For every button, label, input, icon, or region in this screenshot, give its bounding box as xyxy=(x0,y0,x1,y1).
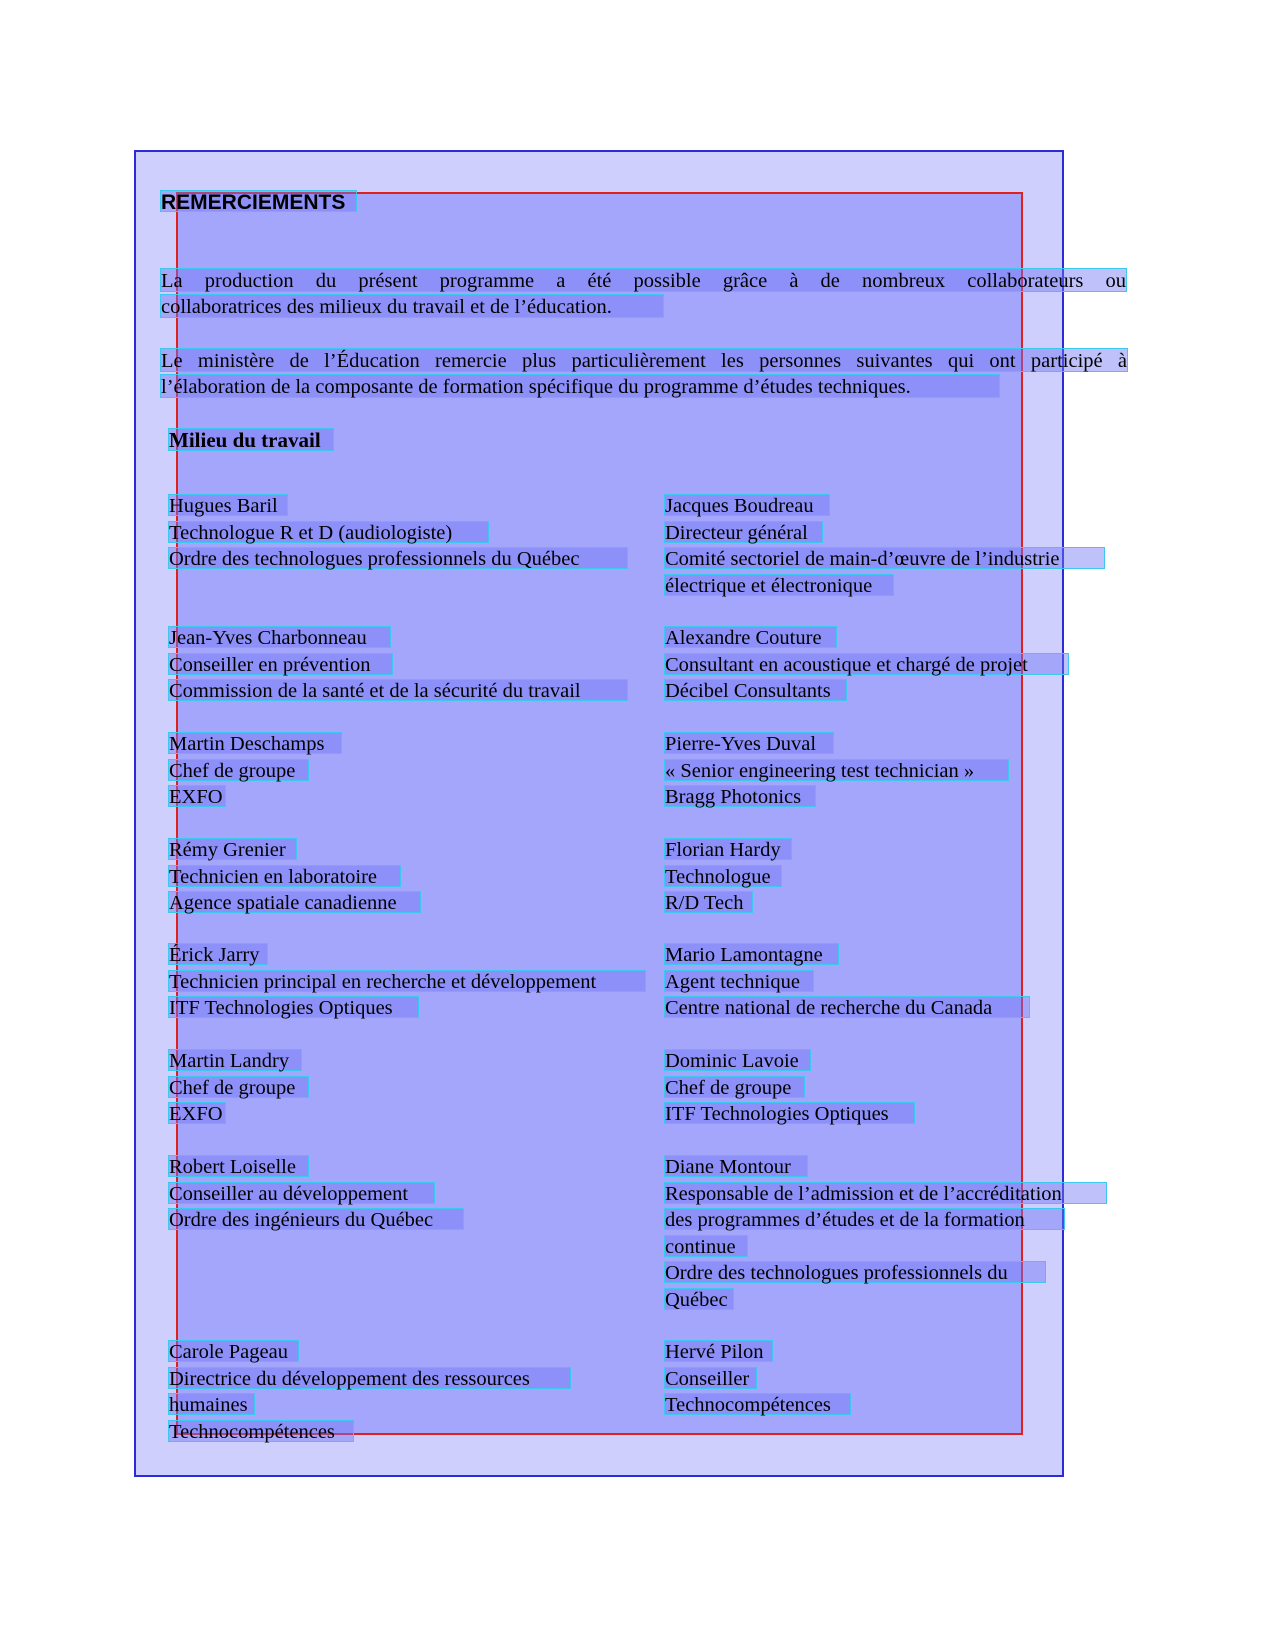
left-contributor-5-line-2: Technicien principal en recherche et développement xyxy=(168,970,646,992)
left-contributor-8-line-2: Directrice du développement des ressources xyxy=(168,1367,571,1389)
right-contributor-6-line-2: Chef de groupe xyxy=(664,1076,805,1098)
right-contributor-7-line-1: Diane Montour xyxy=(664,1155,808,1177)
left-contributor-2-line-1: Jean-Yves Charbonneau xyxy=(168,626,391,648)
right-contributor-4-line-2: Technologue xyxy=(664,865,782,887)
left-contributor-3-line-1: Martin Deschamps xyxy=(168,732,342,754)
left-contributor-4-line-3: Agence spatiale canadienne xyxy=(168,891,421,913)
right-contributor-7-line-5: Ordre des technologues professionnels du xyxy=(664,1261,1046,1283)
paragraph-1-line-1: La production du présent programme a été possible grâce à de nombreux collaborateurs ou xyxy=(161,270,1126,292)
left-contributor-1-line-1: Hugues Baril xyxy=(168,494,288,516)
left-contributor-8-line-4: Technocompétences xyxy=(168,1420,354,1442)
right-contributor-6-line-3: ITF Technologies Optiques xyxy=(664,1102,915,1124)
left-contributor-8-line-3: humaines xyxy=(168,1393,255,1415)
paragraph-1-line-2: collaboratrices des milieux du travail et de l’éducation. xyxy=(160,294,664,318)
left-contributor-2-line-3: Commission de la santé et de la sécurité du travail xyxy=(168,679,628,701)
right-contributor-4-line-1: Florian Hardy xyxy=(664,838,792,860)
right-contributor-7-line-6: Québec xyxy=(664,1288,734,1310)
left-contributor-8-line-1: Carole Pageau xyxy=(168,1340,299,1362)
right-contributor-2-line-3: Décibel Consultants xyxy=(664,679,847,701)
document-title: REMERCIEMENTS xyxy=(160,190,357,212)
left-contributor-5-line-1: Érick Jarry xyxy=(168,943,268,965)
left-contributor-4-line-1: Rémy Grenier xyxy=(168,838,297,860)
left-contributor-6-line-3: EXFO xyxy=(168,1102,226,1124)
right-contributor-6-line-1: Dominic Lavoie xyxy=(664,1049,811,1071)
right-contributor-1-line-2: Directeur général xyxy=(664,521,823,543)
right-contributor-7-line-4: continue xyxy=(664,1235,748,1257)
right-contributor-8-line-3: Technocompétences xyxy=(664,1393,851,1415)
right-contributor-5-line-3: Centre national de recherche du Canada xyxy=(664,996,1030,1018)
left-contributor-5-line-3: ITF Technologies Optiques xyxy=(168,996,419,1018)
right-contributor-7-line-3: des programmes d’études et de la formation xyxy=(664,1208,1065,1230)
left-contributor-6-line-1: Martin Landry xyxy=(168,1049,302,1071)
right-contributor-3-line-1: Pierre-Yves Duval xyxy=(664,732,834,754)
right-contributor-5-line-1: Mario Lamontagne xyxy=(664,943,839,965)
right-contributor-2-line-1: Alexandre Couture xyxy=(664,626,837,648)
paragraph-2-line-2: l’élaboration de la composante de formation spécifique du programme d’études techniques. xyxy=(160,374,1000,398)
left-contributor-7-line-1: Robert Loiselle xyxy=(168,1155,309,1177)
left-contributor-3-line-2: Chef de groupe xyxy=(168,759,309,781)
right-contributor-1-line-4: électrique et électronique xyxy=(664,574,894,596)
right-contributor-2-line-2: Consultant en acoustique et chargé de projet xyxy=(664,653,1069,675)
right-contributor-8-line-1: Hervé Pilon xyxy=(664,1340,773,1362)
section-heading: Milieu du travail xyxy=(168,428,334,451)
left-contributor-7-line-3: Ordre des ingénieurs du Québec xyxy=(168,1208,464,1230)
left-contributor-2-line-2: Conseiller en prévention xyxy=(168,653,393,675)
right-contributor-1-line-3: Comité sectoriel de main-d’œuvre de l’industrie xyxy=(664,547,1105,569)
right-contributor-3-line-3: Bragg Photonics xyxy=(664,785,816,807)
left-contributor-1-line-3: Ordre des technologues professionnels du Québec xyxy=(168,547,628,569)
right-contributor-3-line-2: « Senior engineering test technician » xyxy=(664,759,1009,781)
right-contributor-1-line-1: Jacques Boudreau xyxy=(664,494,830,516)
left-contributor-4-line-2: Technicien en laboratoire xyxy=(168,865,401,887)
left-contributor-1-line-2: Technologue R et D (audiologiste) xyxy=(168,521,489,543)
left-contributor-6-line-2: Chef de groupe xyxy=(168,1076,309,1098)
right-contributor-4-line-3: R/D Tech xyxy=(664,891,753,913)
left-contributor-3-line-3: EXFO xyxy=(168,785,226,807)
paragraph-2-line-1: Le ministère de l’Éducation remercie plus particulièrement les personnes suivantes qui ont participé à xyxy=(161,350,1127,372)
right-contributor-5-line-2: Agent technique xyxy=(664,970,814,992)
right-contributor-8-line-2: Conseiller xyxy=(664,1367,757,1389)
left-contributor-7-line-2: Conseiller au développement xyxy=(168,1182,435,1204)
right-contributor-7-line-2: Responsable de l’admission et de l’accréditation xyxy=(664,1182,1107,1204)
